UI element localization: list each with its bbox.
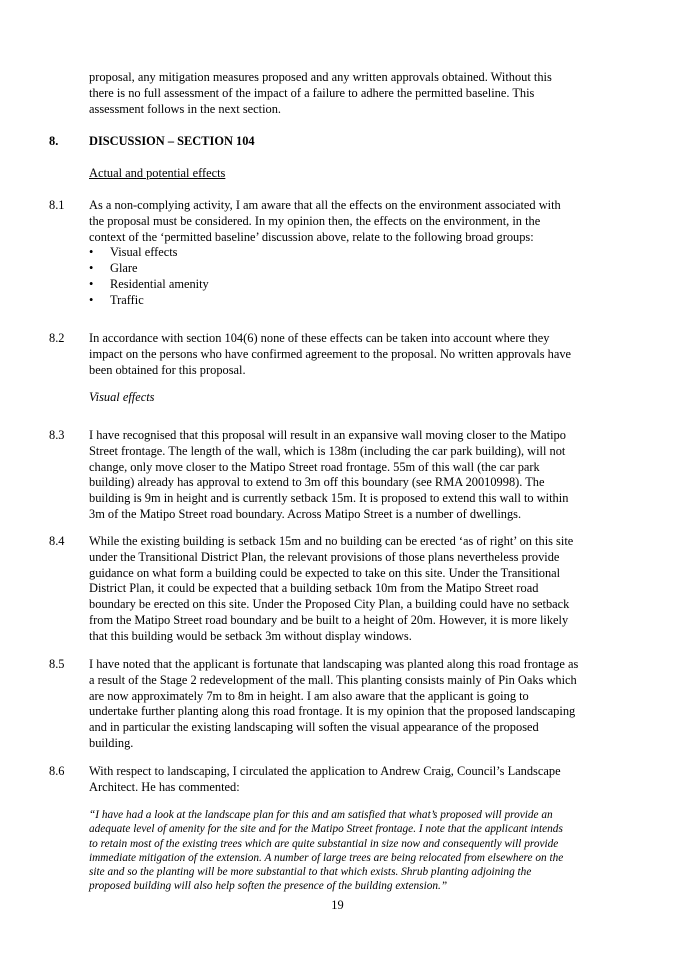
paragraph-number: 8.2 (49, 331, 65, 345)
quote-line: “I have had a look at the landscape plan for this and am satisfied that what’s proposed will provide an (89, 809, 553, 821)
text-line: building is 9m in height and is currently setback 15m. It is proposed to extend this wall to within (89, 491, 569, 506)
text-line: that this building would be setback 3m without display windows. (89, 628, 412, 643)
text-line: I have recognised that this proposal will result in an expansive wall moving closer to the Matipo (89, 428, 566, 442)
text-line: a result of the Stage 2 redevelopment of the mall. This planting consists mainly of Pin Oaks which (89, 672, 577, 687)
text-line: from the Matipo Street road boundary and be built to a height of 20m. However, it is more likely (89, 612, 569, 627)
text-line: and in particular the existing landscaping will soften the visual appearance of the proposed (89, 720, 539, 735)
text-line: the proposal must be considered. In my opinion then, the effects on the environment, in the (89, 213, 541, 228)
effects-list (89, 245, 619, 308)
paragraph-8-2 (89, 331, 619, 378)
text-line: impact on the persons who have confirmed agreement to the proposal. No written approvals have (89, 346, 572, 361)
paragraph-number: 8.6 (49, 764, 65, 778)
paragraph-8-4 (89, 534, 619, 645)
list-item: • Glare (89, 261, 619, 277)
list-item: • Residential amenity (89, 277, 619, 293)
section-number: 8. (49, 134, 59, 148)
text-line: guidance on what form a building could be expected to take on this site. Under the Transitional (89, 565, 561, 580)
text-line: proposal, any mitigation measures proposed and any written approvals obtained. Without this (89, 70, 552, 84)
visual-effects-heading: Visual effects (89, 390, 155, 404)
paragraph-8-3 (89, 428, 619, 523)
section-subheading: Actual and potential effects (89, 166, 226, 180)
quote-line: adequate level of amenity for the site and for the Matipo Street frontage. I note that the applicant intends (89, 823, 563, 836)
text-line: assessment follows in the next section. (89, 101, 282, 116)
paragraph-8-5 (89, 657, 619, 752)
text-line: 3m of the Matipo Street road boundary. Across Matipo Street is a number of dwellings. (89, 506, 522, 521)
section-title: DISCUSSION – SECTION 104 (89, 134, 255, 148)
quote-line: to retain most of the existing trees which are quite substantial in size now and consequently will provide (89, 837, 559, 850)
text-line: boundary be erected on this site. Under the Proposed City Plan, a building could have no setback (89, 597, 570, 612)
paragraph-number: 8.4 (49, 534, 65, 548)
list-item: • Traffic (89, 293, 619, 309)
text-line: District Plan, it could be expected that a building setback 10m from the Matipo Street road (89, 581, 539, 596)
text-line: context of the ‘permitted baseline’ discussion above, relate to the following broad groups: (89, 229, 534, 244)
text-line: Street frontage. The length of the wall, which is 138m (including the car park building), will not (89, 443, 566, 458)
text-line: In accordance with section 104(6) none of these effects can be taken into account where they (89, 331, 550, 345)
paragraph-8-6 (89, 764, 619, 796)
quote-line: immediate mitigation of the extension. A number of large trees are being relocated from elsewhere on the (89, 851, 564, 864)
intro-paragraph (89, 70, 619, 117)
text-line: building) already has approval to extend to 3m off this boundary (see RMA 20010998). The (89, 475, 545, 490)
text-line: under the Transitional District Plan, the relevant provisions of those plans nevertheless provide (89, 549, 560, 564)
text-line: As a non-complying activity, I am aware that all the effects on the environment associated with (89, 198, 561, 212)
landscape-architect-quote (89, 808, 619, 894)
paragraph-number: 8.3 (49, 428, 65, 442)
page-number: 19 (331, 898, 344, 912)
text-line: change, only move closer to the Matipo Street road frontage. 55m of this wall (the car park (89, 459, 540, 474)
text-line: building. (89, 735, 134, 750)
text-line: there is no full assessment of the impact of a failure to adhere the permitted baseline. This (89, 85, 535, 100)
text-line: are now approximately 7m to 8m in height. I am also aware that the applicant is going to (89, 688, 529, 703)
quote-line: proposed building will also help soften the presence of the building extension.” (89, 880, 448, 893)
paragraph-number: 8.5 (49, 657, 65, 671)
text-line: With respect to landscaping, I circulated the application to Andrew Craig, Council’s Landscape (89, 764, 561, 778)
text-line: been obtained for this proposal. (89, 362, 246, 377)
text-line: I have noted that the applicant is fortunate that landscaping was planted along this road frontage as (89, 657, 579, 671)
text-line: undertake further planting along this road frontage. It is my opinion that the proposed landscaping (89, 704, 576, 719)
text-line: While the existing building is setback 15m and no building can be erected ‘as of right’ on this site (89, 534, 574, 548)
quote-line: site and so the planting will be more substantial to that which exists. Shrub planting adjoining the (89, 866, 532, 879)
paragraph-number: 8.1 (49, 198, 65, 212)
text-line: Architect. He has commented: (89, 779, 240, 794)
list-item: • Visual effects (89, 245, 619, 261)
paragraph-8-1 (89, 198, 619, 309)
